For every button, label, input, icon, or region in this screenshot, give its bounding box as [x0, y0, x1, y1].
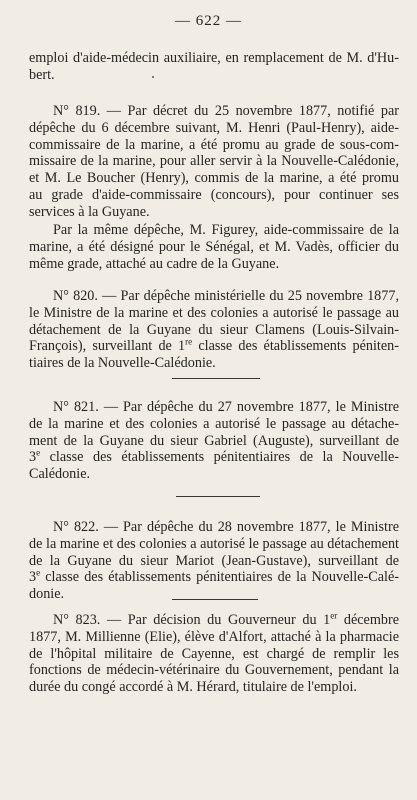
entry-819 [29, 103, 399, 221]
text-line: même grade, attaché au cadre de la Guyane. [29, 255, 280, 272]
entry-823 [29, 612, 399, 696]
text-line: de la marine et des colonies a autorisé le passage au détache- [29, 415, 399, 432]
text-line: détachement de la Guyane du sieur Clamens (Louis-Silvain- [29, 321, 399, 338]
text-line: services à la Guyane. [29, 203, 150, 220]
text-line: de l'hôpital militaire de Cayenne, est chargé de remplir les [29, 645, 399, 662]
superscript: e [36, 567, 41, 578]
print-speck [152, 76, 154, 78]
entry-819-continuation [29, 222, 399, 272]
text-line: Par la même dépêche, M. Figurey, aide-commissaire de la [53, 222, 399, 238]
superscript: er [330, 610, 338, 621]
text-line: de la Guyane du sieur Mariot (Jean-Gustave), surveillant de [29, 552, 399, 569]
text-line: Calédonie. [29, 466, 91, 483]
text-line: durée du congé accordé à M. Hérard, titulaire de l'emploi. [29, 679, 357, 696]
text-line: missaire de la marine, pour aller servir à la Nouvelle-Calédonie, [29, 153, 399, 170]
superscript: re [185, 336, 193, 347]
text-line: N° 821. — Par dépêche du 27 novembre 1877, le Ministre [53, 399, 399, 415]
section-divider [176, 496, 260, 497]
text-line: le Ministre de la marine et des colonies a autorisé le passage au [29, 304, 399, 321]
continuation-paragraph [29, 50, 399, 84]
text-line: emploi d'aide-médecin auxiliaire, en remplacement de M. d'Hu- [29, 50, 399, 66]
text-line: commissaire de la marine, a été promu au grade de sous-com- [29, 136, 399, 153]
text-line: 3e classe des établissements pénitentiaires de la Nouvelle-Calé- [29, 567, 399, 586]
text-line: donie. [29, 586, 65, 603]
section-divider [172, 378, 260, 379]
text-line: dépêche du 6 décembre suivant, M. Henri (Paul-Henry), aide- [29, 119, 399, 136]
text-line: N° 819. — Par décret du 25 novembre 1877, notifié par [53, 103, 399, 119]
text-line: 1877, M. Millienne (Elie), élève d'Alfort, attaché à la pharmacie [29, 628, 399, 645]
page-number: — 622 — [175, 13, 242, 29]
text-line: N° 822. — Par dépêche du 28 novembre 1877, le Ministre [53, 519, 399, 535]
text-line: ment de la Guyane du sieur Gabriel (Auguste), surveillant de [29, 432, 399, 449]
text-line: au grade d'aide-commissaire (concours), pour continuer ses [29, 186, 399, 203]
text-line: de la marine et des colonies a autorisé le passage au détachement [29, 535, 399, 552]
section-divider [172, 599, 258, 600]
text-line: François), surveillant de 1re classe des établissements péniten- [29, 336, 399, 355]
entry-820 [29, 288, 399, 372]
text-line: marine, a été désigné pour le Sénégal, et M. Vadès, officier du [29, 238, 399, 255]
superscript: e [36, 447, 41, 458]
text-line: N° 823. — Par décision du Gouverneur du 1er décembre [53, 610, 399, 628]
text-line: bert. [29, 66, 55, 83]
text-line: fonctions de médecin-vétérinaire du Gouvernement, pendant la [29, 662, 399, 679]
entry-822 [29, 519, 399, 603]
text-line: 3e classe des établissements pénitentiaires de la Nouvelle- [29, 447, 399, 466]
entry-821 [29, 399, 399, 483]
text-line: N° 820. — Par dépêche ministérielle du 25 novembre 1877, [53, 288, 399, 304]
text-line: et M. Le Boucher (Henry), commis de la marine, a été promu [29, 170, 399, 187]
text-line: tiaires de la Nouvelle-Calédonie. [29, 355, 216, 372]
